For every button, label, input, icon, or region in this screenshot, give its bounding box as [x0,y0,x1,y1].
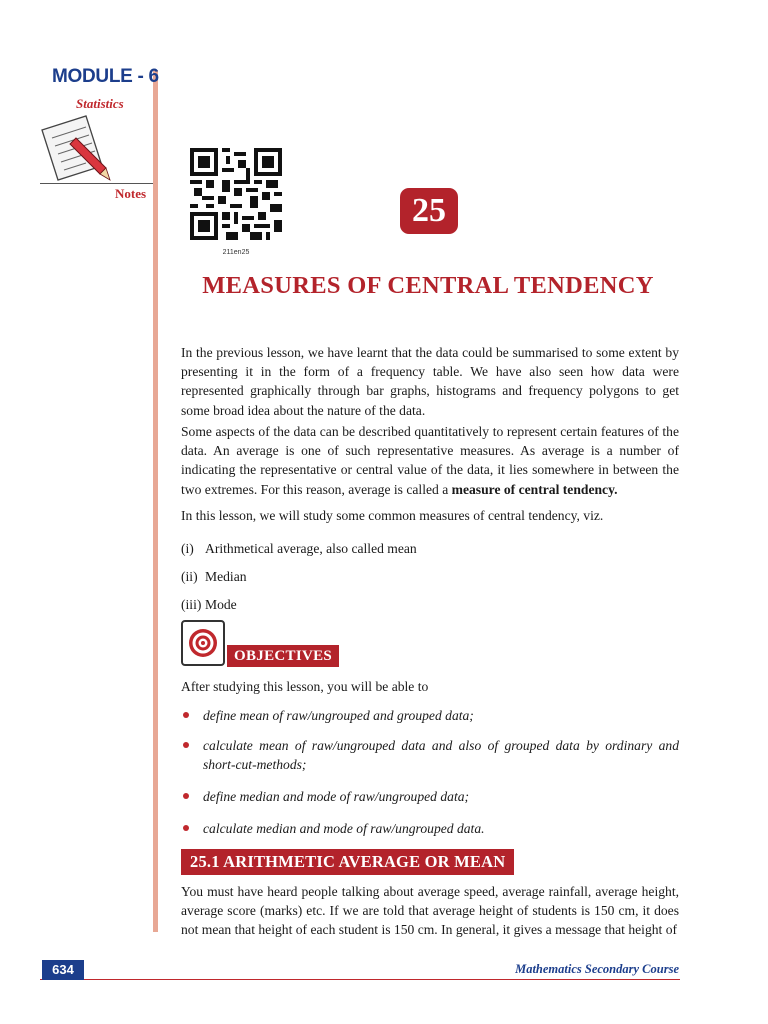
measure-label: Median [205,569,247,584]
list-number: (i) [181,541,194,556]
measure-label: Mode [205,597,237,612]
intro-paragraph: In the previous lesson, we have learnt that the data could be summarised to some extent by presenting it in the form of a frequency table. We have also seen how data were represented graphically through bar graphs, histograms and frequency polygons to get some broad idea about the nature of the data. [181,345,679,418]
notes-divider [40,183,153,184]
list-number: (ii) [181,569,198,584]
page-number: 634 [42,960,84,980]
list-number: (iii) [181,597,202,612]
notes-label: Notes [115,186,147,201]
bullet-icon [183,742,189,748]
objective-item [181,736,679,774]
objective-item [181,787,679,806]
measure-item-median [181,567,247,586]
objective-item [181,706,679,725]
margin-rule [153,70,158,932]
key-term: measure of central tendency. [451,481,618,497]
central-tendency-paragraph [181,422,679,499]
footer-rule [40,979,680,980]
bullet-icon [183,793,189,799]
notepad-pencil-icon [36,112,114,190]
qr-code-icon[interactable] [190,148,282,240]
objectives-intro: After studying this lesson, you will be able to [181,679,429,694]
objective-text: define mean of raw/ungrouped and grouped data; [203,708,474,723]
target-icon [181,620,225,666]
bullet-icon [183,712,189,718]
section-paragraph: You must have heard people talking about average speed, average rainfall, average height, average score (marks) etc. If we are told that average height of students is 150 cm, it does not mean that height of each student is 150 cm. In general, it gives a message that height of [181,884,679,938]
qr-caption: 211en25 [222,249,250,256]
module-subtitle: Statistics [76,96,124,111]
objectives-list [181,706,679,838]
course-title: Mathematics Secondary Course [515,962,679,976]
measure-item-mean [181,539,417,558]
chapter-title: MEASURES OF CENTRAL TENDENCY [202,272,654,299]
section-heading: 25.1 ARITHMETIC AVERAGE OR MEAN [181,849,514,875]
measure-item-mode [181,595,237,614]
objective-text: define median and mode of raw/ungrouped data; [203,789,470,804]
paragraph-text: Some aspects of the data can be described quantitatively to represent certain features of the data. An average is one of such representative measures. As average is a number of indicating the representative or central value of the data, it lies somewhere in between the two extremes. For this reason, average is called a [181,424,679,497]
module-label: MODULE - 6 [52,66,159,87]
measure-label: Arithmetical average, also called mean [205,541,417,556]
bullet-icon [183,825,189,831]
objective-text: calculate mean of raw/ungrouped data and also of grouped data by ordinary and short-cut-methods; [203,738,679,772]
objective-text: calculate median and mode of raw/ungrouped data. [203,821,485,836]
objective-item [181,819,679,838]
chapter-number-badge: 25 [400,188,458,234]
objectives-heading: OBJECTIVES [227,645,339,667]
lesson-scope-paragraph: In this lesson, we will study some common measures of central tendency, viz. [181,508,604,523]
